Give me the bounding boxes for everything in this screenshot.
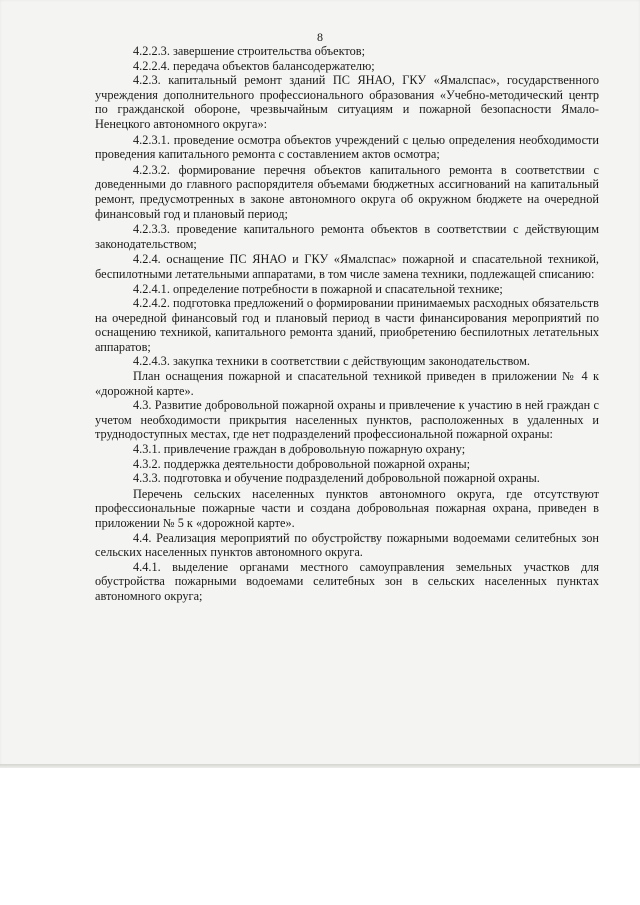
paragraph-4-2-4-1: 4.2.4.1. определение потребности в пожарной и спасательной технике; — [133, 281, 503, 296]
paragraph-4-2-4-2: 4.2.4.2. подготовка предложений о формировании принимаемых расходных обязательств на очередной финансовый год и плановый период в части финансирования мероприятий по оснащению техникой, капитального ремонта зданий, приобретению беспилотных летательных аппаратов; — [95, 296, 599, 354]
paragraph-settlements-list: Перечень сельских населенных пунктов автономного округа, где отсутствуют профессиональные пожарные части и создана добровольная пожарная охрана, приведен в приложении № 5 к «дорожной карте». — [95, 486, 599, 530]
paragraph-4-2-4-3: 4.2.4.3. закупка техники в соответствии с действующим законодательством. — [133, 354, 530, 369]
blank-background — [0, 768, 640, 905]
paragraph-equipment-plan: План оснащения пожарной и спасательной техникой приведен в приложении № 4 к «дорожной карте». — [95, 369, 599, 398]
paragraph-4-3-1: 4.3.1. привлечение граждан в добровольную пожарную охрану; — [133, 442, 466, 457]
paragraph-4-2-3: 4.2.3. капитальный ремонт зданий ПС ЯНАО, ГКУ «Ямалспас», государственного учреждения дополнительного профессионального образования «Учебно-методический центр по гражданской обороне, чрезвычайным ситуациям и пожарной безопасности Ямало-Ненецкого автономного округа»: — [95, 73, 599, 131]
paragraph-4-2-3-1: 4.2.3.1. проведение осмотра объектов учреждений с целью определения необходимости проведения капитального ремонта с составлением актов осмотра; — [95, 132, 599, 162]
paragraph-4-2-2-4: 4.2.2.4. передача объектов балансодержателю; — [133, 58, 375, 73]
paragraph-4-3: 4.3. Развитие добровольной пожарной охраны и привлечение к участию в ней граждан с учетом необходимости прикрытия населенных пунктов, расположенных в удаленных и труднодоступных местах, где нет подразделений профессиональной пожарной охраны: — [95, 398, 599, 442]
paragraph-4-2-3-2: 4.2.3.2. формирование перечня объектов капитального ремонта в соответствии с доведенными до главного распорядителя объемами бюджетных ассигнований на капитальный ремонт, предусмотренных в законе автономного округа об окружном бюджете на очередной финансовый год и плановый период; — [95, 162, 599, 221]
paragraph-4-2-2-3: 4.2.2.3. завершение строительства объектов; — [133, 44, 365, 58]
document-body — [95, 44, 599, 604]
paragraph-4-2-3-3: 4.2.3.3. проведение капитального ремонта объектов в соответствии с действующим законодательством; — [95, 222, 599, 251]
paragraph-4-4: 4.4. Реализация мероприятий по обустройству пожарными водоемами селитебных зон сельских населенных пунктов автономного округа. — [95, 530, 599, 560]
paragraph-4-2-4: 4.2.4. оснащение ПС ЯНАО и ГКУ «Ямалспас» пожарной и спасательной техникой, беспилотными летательными аппаратами, в том числе замена техники, подлежащей списанию: — [95, 252, 599, 281]
paragraph-4-3-3: 4.3.3. подготовка и обучение подразделений добровольной пожарной охраны. — [133, 471, 540, 486]
paragraph-4-3-2: 4.3.2. поддержка деятельности добровольной пожарной охраны; — [133, 456, 471, 471]
page-number: 8 — [317, 30, 323, 44]
paragraph-4-4-1: 4.4.1. выделение органами местного самоуправления земельных участков для обустройства пожарными водоемами селитебных зон в сельских населенных пунктах автономного округа; — [95, 559, 599, 603]
